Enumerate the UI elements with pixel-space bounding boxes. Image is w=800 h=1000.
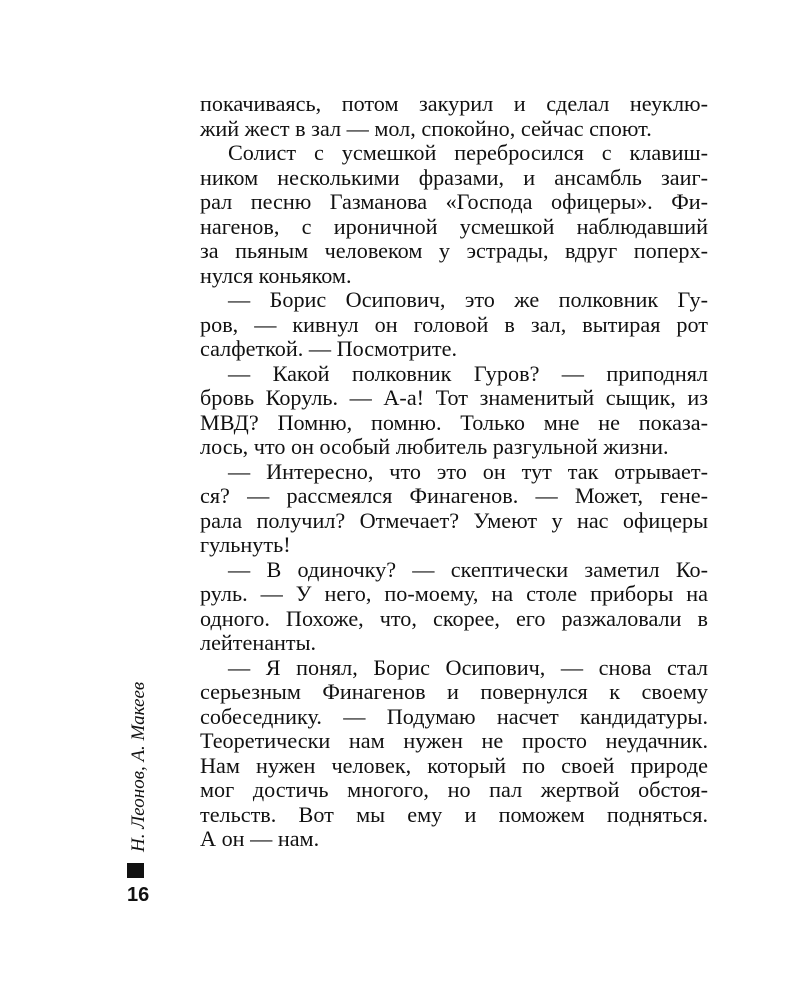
text-line: рала получил? Отмечает? Умеют у нас офицеры	[200, 507, 708, 533]
text-line: мог достичь многого, но пал жертвой обстоя-	[200, 777, 708, 802]
paragraph	[172, 460, 708, 558]
paragraph	[172, 558, 708, 656]
paragraph	[172, 288, 708, 362]
text-line: Теоретически нам нужен не просто неудачник.	[200, 728, 708, 753]
text-line: — Интересно, что это он тут так отрывает-	[228, 458, 708, 484]
text-line: покачиваясь, потом закурил и сделал неуклю-	[200, 91, 708, 116]
paragraph	[172, 362, 708, 460]
text-line: ником несколькими фразами, и ансамбль заиг-	[200, 164, 708, 190]
text-line: собеседнику. — Подумаю насчет кандидатуры.	[200, 703, 708, 729]
text-line: за пьяным человеком у эстрады, вдруг поперх-	[200, 238, 708, 263]
text-line: одного. Похоже, что, скорее, его разжаловали в	[200, 605, 708, 631]
text-line: — Борис Осипович, это же полковник Гу-	[228, 287, 708, 312]
text-line: руль. — У него, по-моему, на столе приборы на	[200, 581, 708, 606]
text-line: серьезным Финагенов и повернулся к своему	[200, 679, 708, 704]
text-line: салфеткой. — Посмотрите.	[200, 336, 457, 361]
text-line: бровь Коруль. — А-а! Тот знаменитый сыщик, из	[200, 385, 708, 410]
text-line: гульнуть!	[200, 532, 291, 557]
page-marker-square	[127, 863, 144, 878]
text-line: лось, что он особый любитель разгульной жизни.	[200, 434, 669, 459]
text-line: ся? — рассмеялся Финагенов. — Может, гене-	[200, 483, 708, 508]
paragraph	[172, 141, 708, 288]
body-text	[172, 92, 708, 852]
text-line: — Какой полковник Гуров? — приподнял	[228, 360, 708, 386]
running-head-authors: Н. Леонов, А. Макеев	[128, 681, 149, 852]
text-line: жий жест в зал — мол, спокойно, сейчас споют.	[200, 115, 652, 141]
text-line: Нам нужен человек, который по своей природе	[200, 752, 708, 778]
text-line: лейтенанты.	[200, 630, 317, 655]
text-line: МВД? Помню, помню. Только мне не показа-	[200, 409, 708, 435]
text-line: рал песню Газманова «Господа офицеры». Фи-	[200, 189, 708, 214]
text-line: нагенов, с ироничной усмешкой наблюдавший	[200, 213, 708, 239]
text-line: — Я понял, Борис Осипович, — снова стал	[228, 654, 708, 680]
text-line: ров, — кивнул он головой в зал, вытирая рот	[200, 311, 708, 337]
text-line: Солист с усмешкой перебросился с клавиш-	[228, 140, 708, 165]
text-line: — В одиночку? — скептически заметил Ко-	[228, 556, 708, 582]
text-line: А он — нам.	[200, 826, 320, 851]
paragraph	[172, 92, 708, 141]
text-line: нулся коньяком.	[200, 262, 352, 288]
text-line: тельств. Вот мы ему и поможем подняться.	[200, 801, 708, 827]
page-number: 16	[127, 884, 150, 906]
paragraph	[172, 656, 708, 852]
